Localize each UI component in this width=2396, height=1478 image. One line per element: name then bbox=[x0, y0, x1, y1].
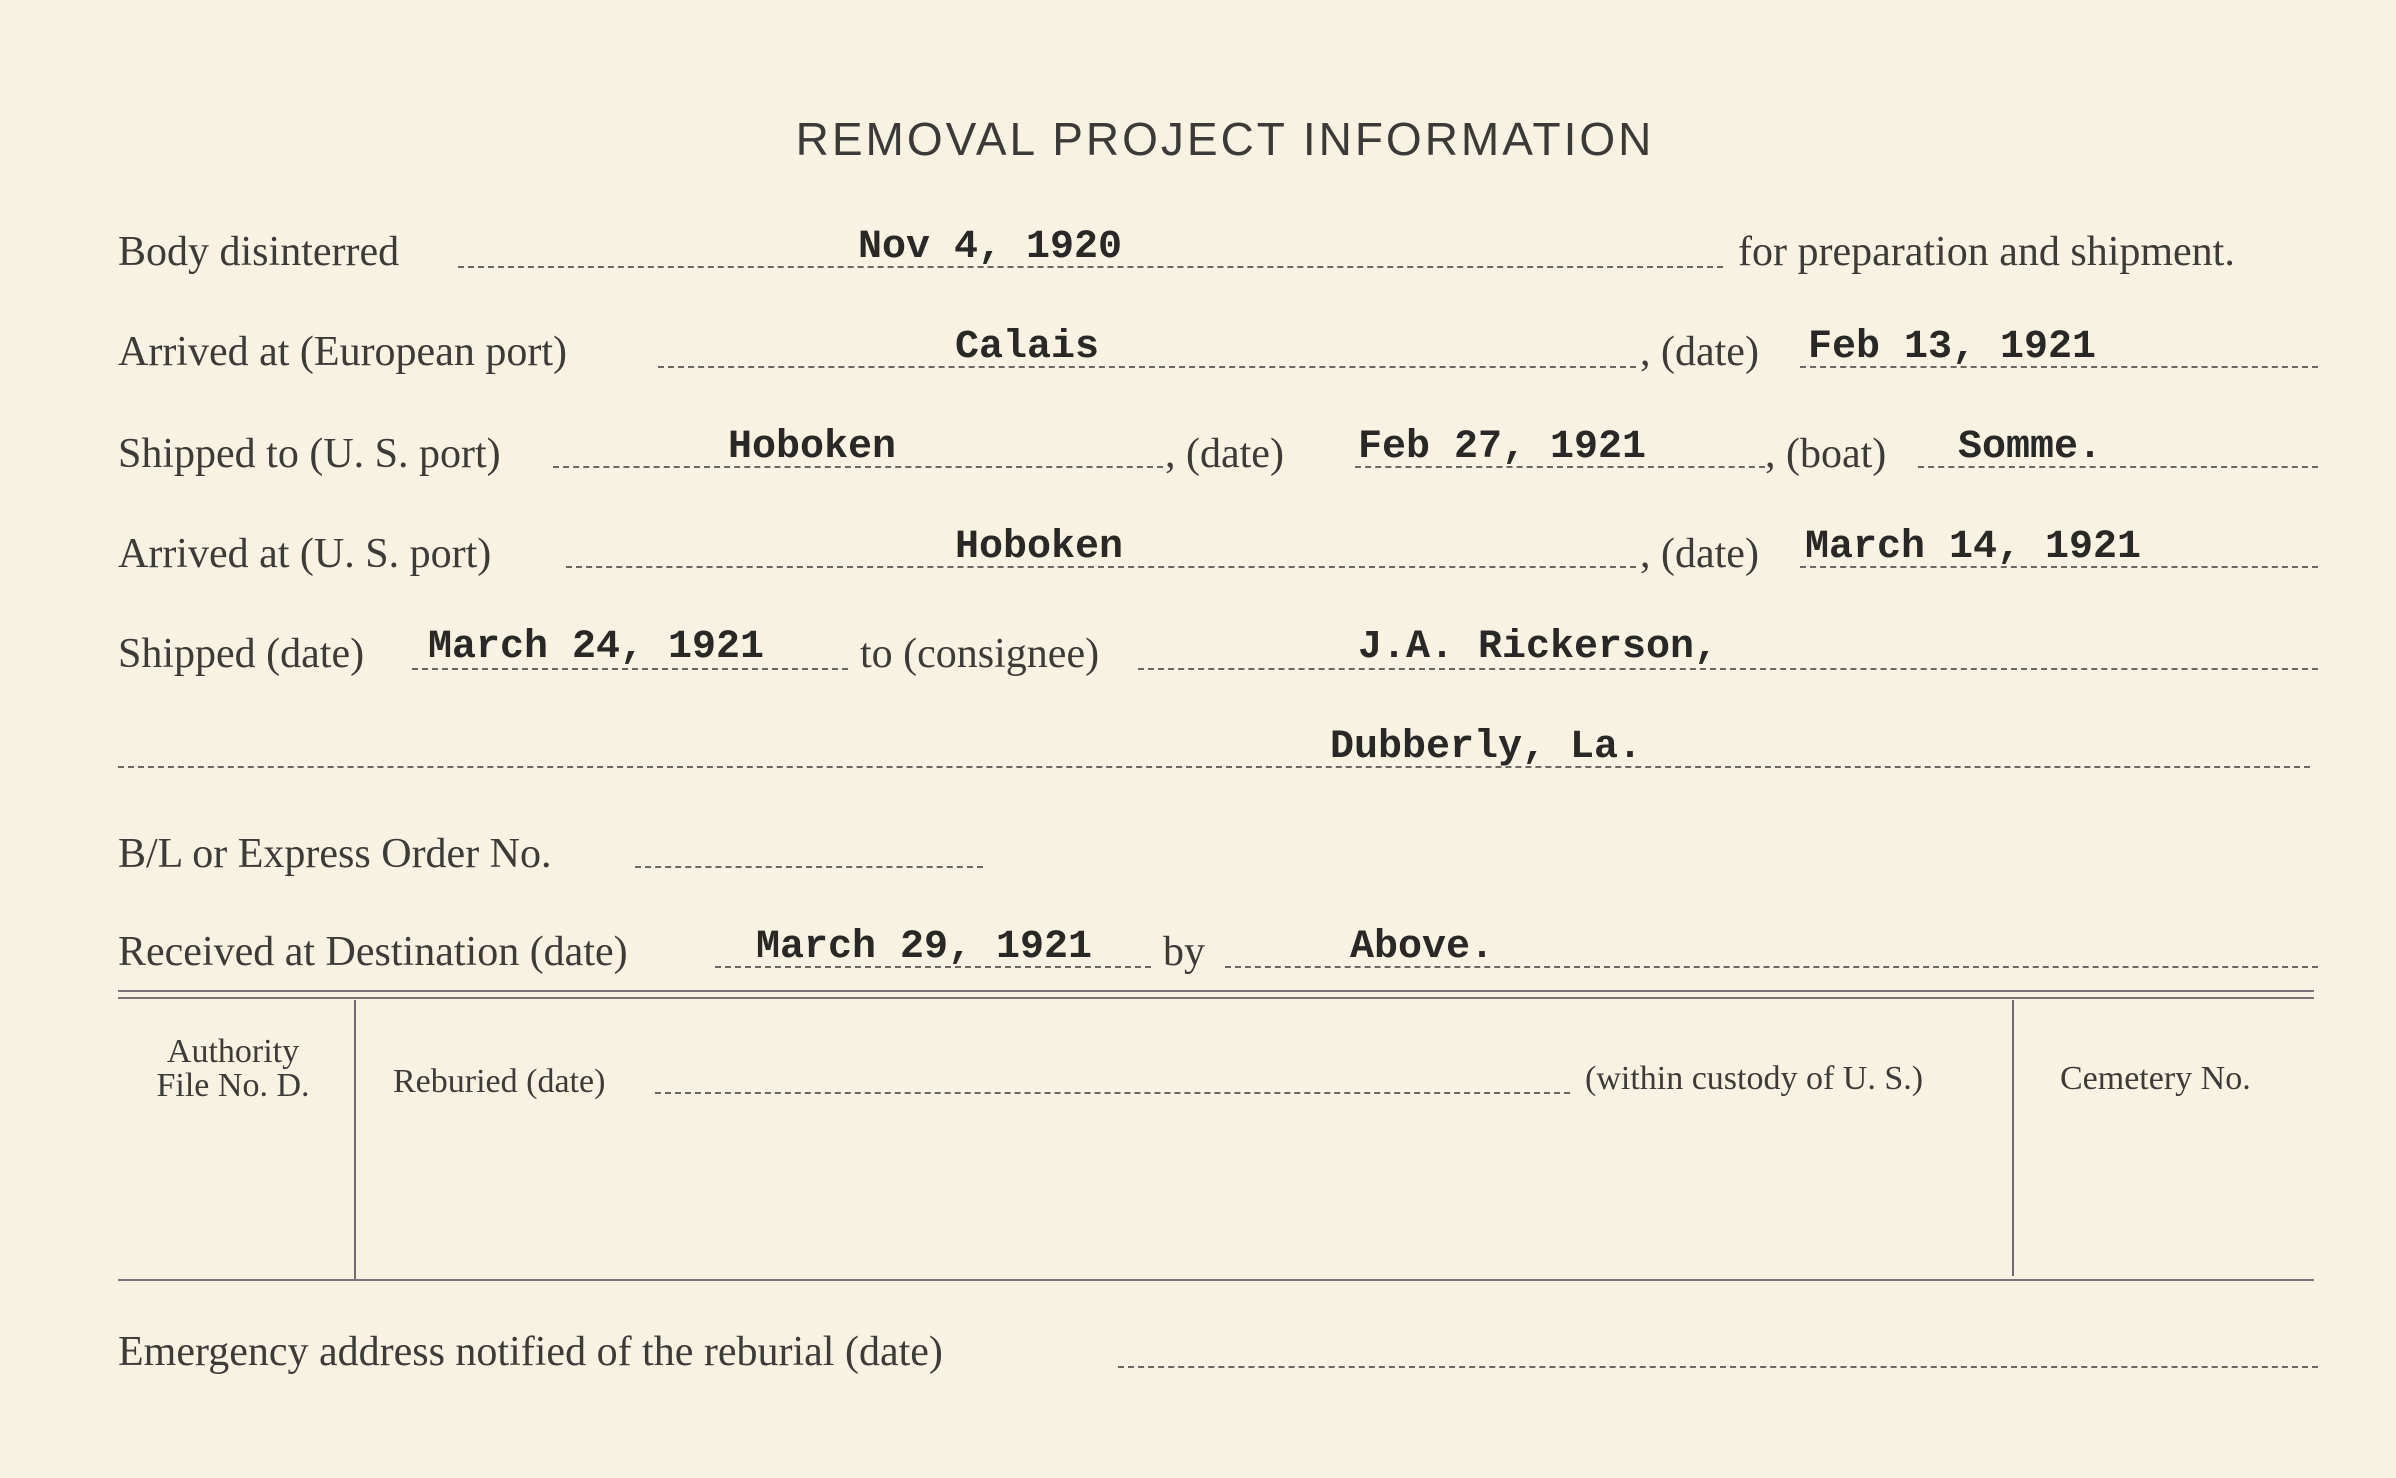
body-disinterred-label: Body disinterred bbox=[118, 229, 400, 275]
shipped-date-label: Shipped (date) bbox=[118, 631, 365, 677]
page-title: REMOVAL PROJECT INFORMATION bbox=[795, 113, 1655, 165]
arrived-us-date-label: , (date) bbox=[1640, 531, 1759, 577]
bl-order-label: B/L or Express Order No. bbox=[118, 831, 552, 877]
body-disinterred-date: Nov 4, 1920 bbox=[858, 225, 1123, 270]
consignee-address: Dubberly, La. bbox=[1330, 725, 1643, 770]
shipped-date: March 24, 1921 bbox=[428, 625, 765, 670]
file-no-label: File No. D. bbox=[156, 1067, 310, 1104]
table-divider-right bbox=[2012, 1000, 2014, 1276]
table-top-rule-1 bbox=[118, 990, 2314, 992]
shipped-us-boat-label: , (boat) bbox=[1765, 431, 1887, 477]
received-by-label: by bbox=[1163, 929, 1205, 975]
consignee-line bbox=[1138, 668, 2318, 670]
arrived-european-port: Calais bbox=[955, 325, 1100, 370]
reburied-line bbox=[655, 1092, 1570, 1094]
consignee-name: J.A. Rickerson, bbox=[1358, 625, 1719, 670]
shipped-us-date-label: , (date) bbox=[1165, 431, 1284, 477]
arrived-european-label: Arrived at (European port) bbox=[118, 329, 567, 375]
authority-label: Authority bbox=[166, 1033, 300, 1070]
table-divider-left bbox=[354, 1000, 356, 1280]
emergency-label: Emergency address notified of the reburial (date) bbox=[118, 1329, 943, 1375]
arrived-us-date: March 14, 1921 bbox=[1805, 525, 2142, 570]
emergency-line bbox=[1118, 1366, 2318, 1368]
body-disinterred-suffix: for preparation and shipment. bbox=[1738, 229, 2235, 275]
shipped-us-boat: Somme. bbox=[1958, 425, 2103, 470]
consignee-label: to (consignee) bbox=[860, 631, 1100, 677]
table-top-rule-2 bbox=[118, 997, 2314, 999]
arrived-european-date-label: , (date) bbox=[1640, 329, 1759, 375]
custody-label: (within custody of U. S.) bbox=[1585, 1060, 1924, 1097]
bl-order-line bbox=[635, 866, 983, 868]
shipped-us-port: Hoboken bbox=[728, 425, 897, 470]
arrived-european-port-line bbox=[658, 366, 1636, 368]
arrived-us-port: Hoboken bbox=[955, 525, 1124, 570]
arrived-us-label: Arrived at (U. S. port) bbox=[118, 531, 492, 577]
received-by: Above. bbox=[1350, 925, 1495, 970]
reburied-label: Reburied (date) bbox=[393, 1063, 606, 1100]
shipped-us-date: Feb 27, 1921 bbox=[1358, 425, 1647, 470]
arrived-european-date: Feb 13, 1921 bbox=[1808, 325, 2097, 370]
received-label: Received at Destination (date) bbox=[118, 929, 628, 975]
received-date: March 29, 1921 bbox=[756, 925, 1093, 970]
cemetery-no-label: Cemetery No. bbox=[2060, 1060, 2251, 1097]
table-bottom-rule bbox=[118, 1279, 2314, 1281]
shipped-us-label: Shipped to (U. S. port) bbox=[118, 431, 501, 477]
consignee-address-line bbox=[118, 766, 2310, 768]
